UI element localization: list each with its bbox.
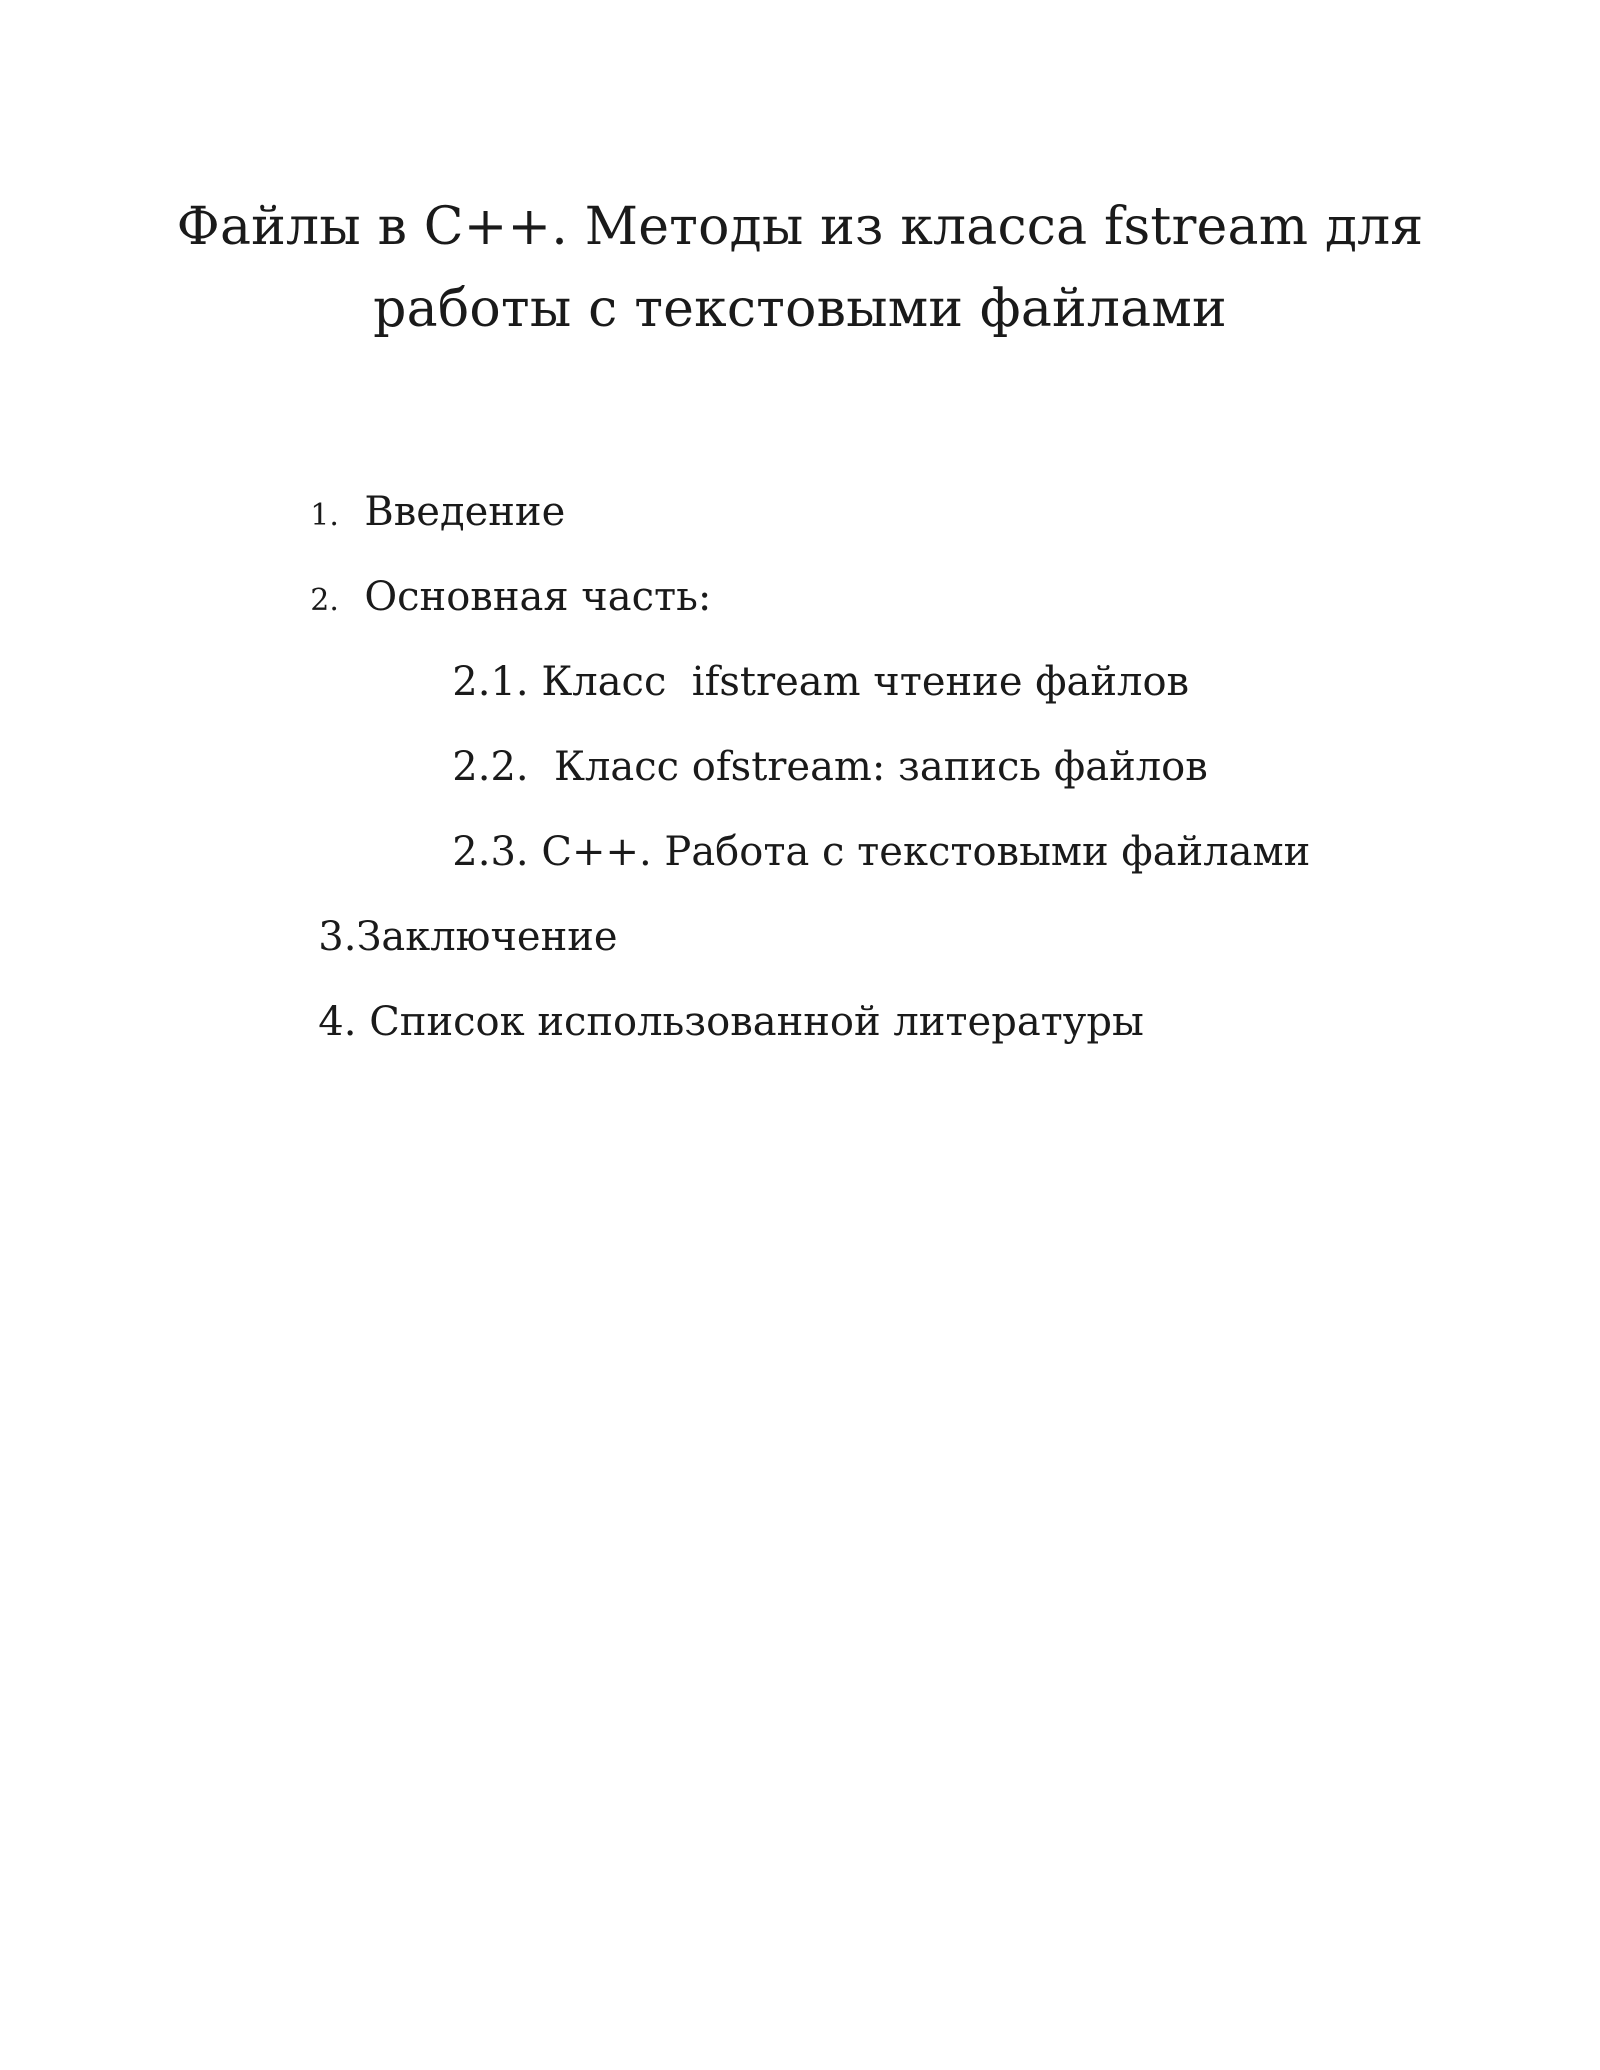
toc-item-label: Класс ifstream чтение файлов xyxy=(541,659,1190,705)
document-title xyxy=(0,186,1600,350)
toc-item-number: 2. xyxy=(310,583,339,618)
toc-item-number: 3. xyxy=(318,914,357,960)
toc-item-label: Введение xyxy=(364,489,566,535)
title-line-2: работы с текстовыми файлами xyxy=(373,279,1227,339)
title-line-1: Файлы в С++. Методы из класса fstream для xyxy=(176,197,1424,257)
toc-item-label: Заключение xyxy=(356,914,618,960)
toc-item-number: 2.3. xyxy=(452,829,529,875)
toc-item-label: Основная часть: xyxy=(364,574,712,620)
toc-item-label: Список использованной литературы xyxy=(369,999,1144,1045)
toc-item-number: 4. xyxy=(318,999,357,1045)
toc-item-number: 2.1. xyxy=(452,659,529,705)
toc-item-number: 2.2. xyxy=(452,744,529,790)
toc-item-references xyxy=(242,950,1144,1094)
toc-item-label: Класс ofstream: запись файлов xyxy=(541,744,1208,790)
toc-item-number: 1. xyxy=(310,498,339,533)
toc-item-label: С++. Работа с текстовыми файлами xyxy=(541,829,1311,875)
